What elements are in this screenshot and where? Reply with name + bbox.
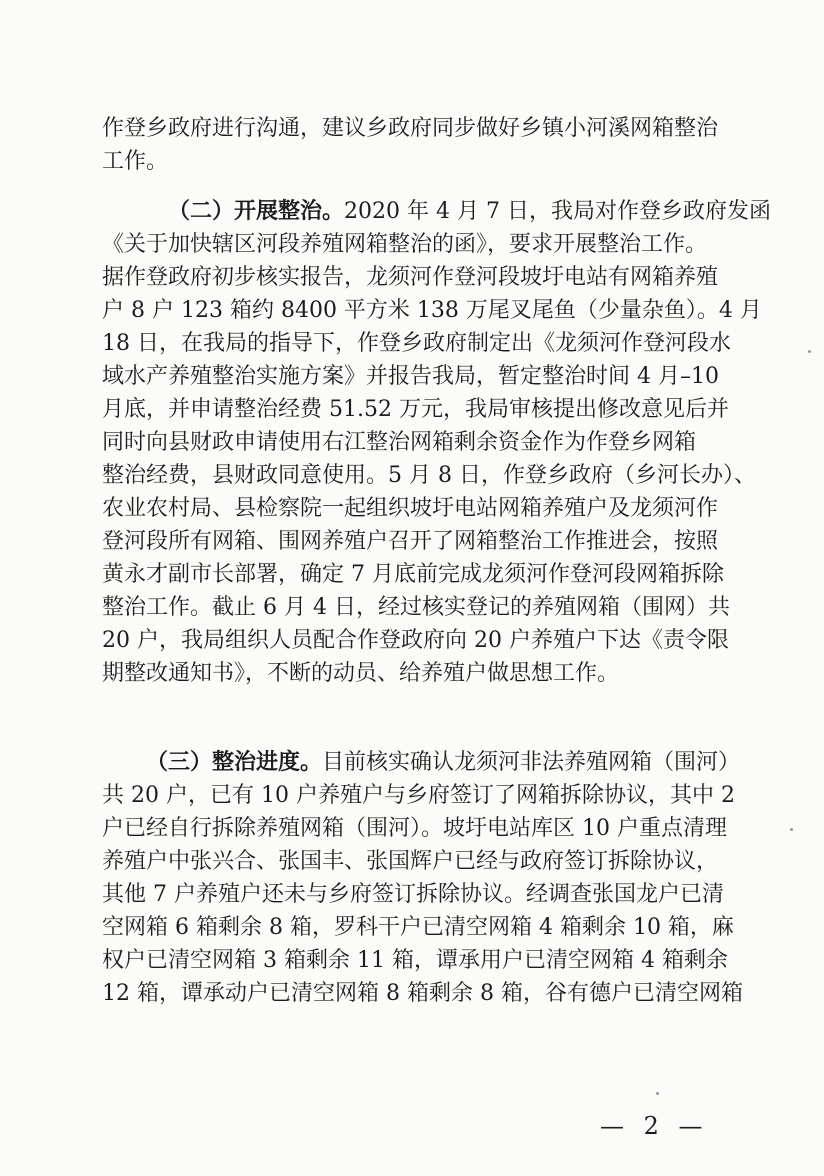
- scan-speck: [656, 1092, 659, 1095]
- text-line: 作登乡政府进行沟通，建议乡政府同步做好乡镇小河溪网箱整治: [102, 116, 719, 141]
- text-line: 户 8 户 123 箱约 8400 平方米 138 万尾叉尾鱼（少量杂鱼）。4 月: [102, 298, 762, 323]
- text-line: 《关于加快辖区河段养殖网箱整治的函》，要求开展整治工作。: [102, 232, 708, 257]
- text-line: 黄永才副市长部署，确定 7 月底前完成龙须河作登河段网箱拆除: [102, 562, 724, 587]
- text-line: [102, 195, 771, 228]
- text-line: 整治经费，县财政同意使用。5 月 8 日，作登乡政府（乡河长办）、: [102, 463, 756, 488]
- text-line: 月底，并申请整治经费 51.52 万元，我局审核提出修改意见后并: [102, 397, 729, 422]
- text-line: 12 箱，谭承动户已清空网箱 8 箱剩余 8 箱，谷有德户已清空网箱: [102, 981, 743, 1006]
- text-line: 养殖户中张兴合、张国丰、张国辉户已经与政府签订拆除协议，: [102, 849, 719, 874]
- text-line: 域水产养殖整治实施方案》并报告我局，暂定整治时间 4 月–10: [102, 364, 719, 389]
- paragraph-rectification-progress: [102, 746, 752, 1010]
- section-heading: （二）开展整治。: [168, 199, 345, 224]
- text-line: 其他 7 户养殖户还未与乡府签订拆除协议。经调查张国龙户已清: [102, 882, 724, 907]
- text-line: 权户已清空网箱 3 箱剩余 11 箱，谭承用户已清空网箱 4 箱剩余: [102, 948, 728, 973]
- paragraph-intro: [102, 112, 752, 178]
- text-line: 据作登政府初步核实报告，龙须河作登河段坡圩电站有网箱养殖: [102, 265, 719, 290]
- text-line: 整治工作。截止 6 月 4 日，经过核实登记的养殖网箱（围网）共: [102, 595, 730, 620]
- text-line: 空网箱 6 箱剩余 8 箱，罗科干户已清空网箱 4 箱剩余 10 箱，麻: [102, 915, 734, 940]
- text-line: 共 20 户，已有 10 户养殖户与乡府签订了网箱拆除协议，其中 2: [102, 783, 735, 808]
- text-line: 20 户，我局组织人员配合作登政府向 20 户养殖户下达《责令限: [102, 628, 729, 653]
- scan-speck: [790, 828, 793, 831]
- text-line: 工作。: [102, 149, 169, 174]
- text-span: 目前核实确认龙须河非法养殖网箱（围河）: [322, 750, 741, 775]
- text-line: 登河段所有网箱、围网养殖户召开了网箱整治工作推进会，按照: [102, 529, 719, 554]
- text-line: 农业农村局、县检察院一起组织坡圩电站网箱养殖户及龙须河作: [102, 496, 719, 521]
- paragraph-carry-out-rectification: [102, 195, 771, 690]
- text-line: 户已经自行拆除养殖网箱（围河）。坡圩电站库区 10 户重点清理: [102, 816, 727, 841]
- text-line: [102, 746, 752, 779]
- section-heading: （三）整治进度。: [146, 750, 323, 775]
- scan-speck: [808, 350, 811, 353]
- text-line: 18 日，在我局的指导下，作登乡政府制定出《龙须河作登河段水: [102, 331, 731, 356]
- page-number: — 2 —: [600, 1112, 709, 1140]
- text-span: 2020 年 4 月 7 日，我局对作登乡政府发函: [344, 199, 771, 224]
- text-line: 期整改通知书》，不断的动员、给养殖户做思想工作。: [102, 661, 620, 686]
- text-line: 同时向县财政申请使用右江整治网箱剩余资金作为作登乡网箱: [102, 430, 697, 455]
